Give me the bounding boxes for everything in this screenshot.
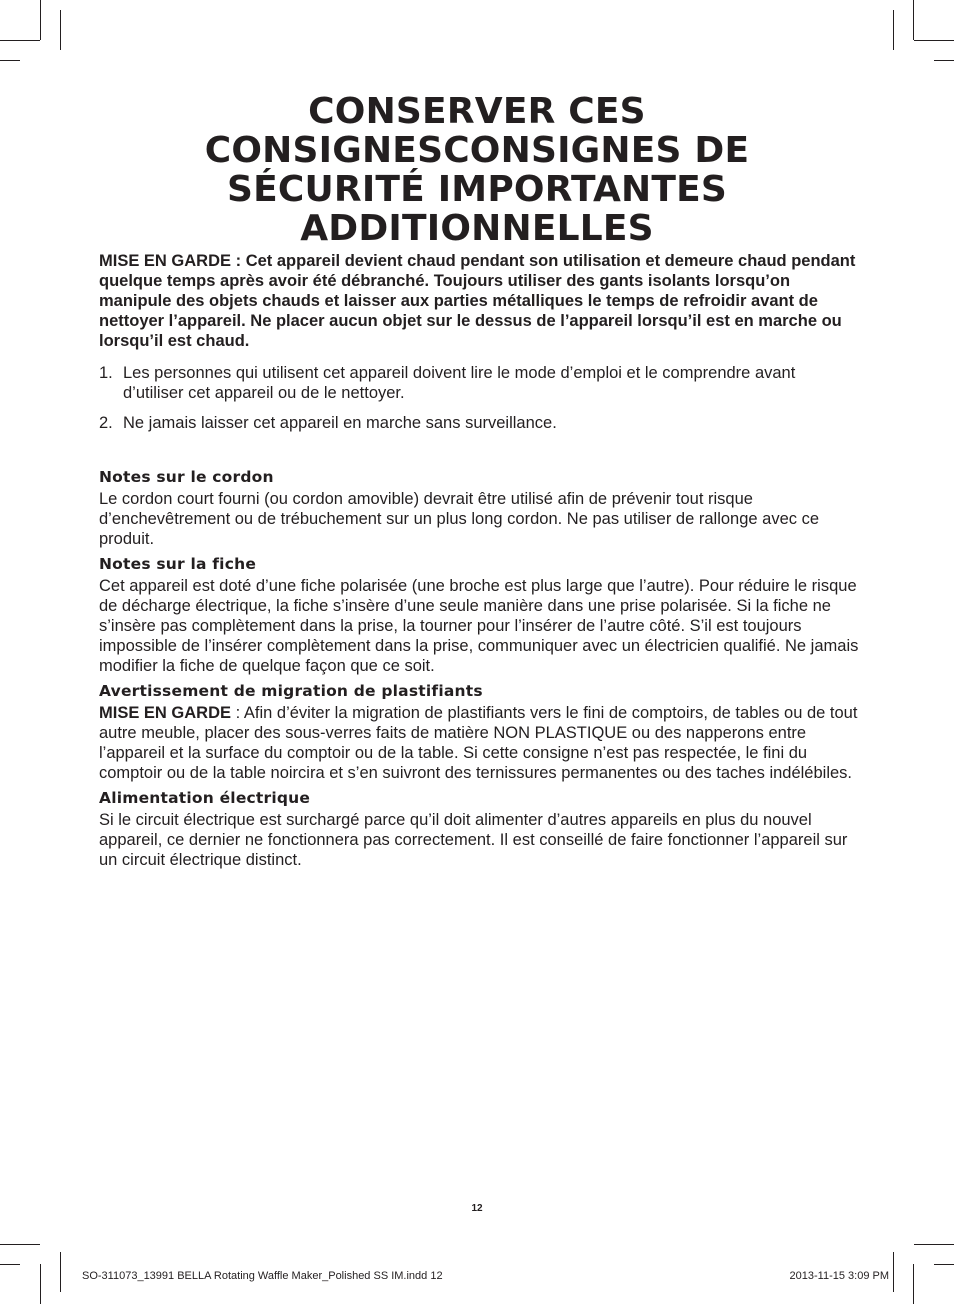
list-item-text: Ne jamais laisser cet appareil en marche sans surveillance. [123,414,557,432]
print-slug-date: 2013-11-15 3:09 PM [789,1270,889,1282]
list-item-text: Les personnes qui utilisent cet appareil doivent lire le mode d’emploi et le comprendre avant d’utiliser cet appareil ou de le nettoyer. [123,364,796,402]
crop-mark [0,1244,40,1245]
crop-mark [893,1252,894,1292]
crop-mark [934,60,954,61]
crop-mark [934,1264,954,1265]
section-title: Notes sur la fiche [99,555,257,573]
crop-mark [914,40,954,41]
title-line: CONSERVER CES [308,91,646,132]
crop-mark [0,40,40,41]
crop-mark [40,0,41,40]
section-body: Le cordon court fourni (ou cordon amovible) devrait être utilisé afin de prévenir tout risque d’enchevêtrement ou de trébuchement sur un plus long cordon. Ne pas utiliser de rallonge avec ce produit. [99,490,820,548]
section-title: Alimentation électrique [99,789,311,807]
page-number: 12 [471,1203,483,1214]
crop-mark [914,1244,954,1245]
title-line: SÉCURITÉ IMPORTANTES [226,169,728,210]
section-cord-notes [99,467,859,549]
crop-mark [60,1252,61,1292]
section-title: Avertissement de migration de plastifiants [99,682,483,700]
crop-mark [913,1264,914,1304]
section-plug-notes [99,554,859,676]
list-item-number: 1. [99,364,113,382]
list-item [99,413,859,433]
title-line: CONSIGNESCONSIGNES DE [204,130,750,171]
section-plasticizer-warning [99,681,859,783]
crop-mark [40,1264,41,1304]
section-body [99,703,859,783]
warning-label: MISE EN GARDE [99,704,232,722]
crop-mark [60,10,61,50]
document-body [99,251,859,870]
warning-label: MISE EN GARDE : [99,252,242,270]
crop-mark [0,1264,20,1265]
warning-text: Cet appareil devient chaud pendant son utilisation et demeure chaud pendant quelque temps après avoir été débranché. Toujours utiliser des gants isolants lorsqu’on manipule des objets chauds et laisser aux parties métalliques le temps de refroidir avant de nettoyer l’appareil. Ne placer aucun objet sur le dessus de l’appareil lorsqu’il est en marche ou lorsqu’il est chaud. [99,252,856,350]
list-item [99,363,859,403]
numbered-list [99,363,859,433]
title-line: ADDITIONNELLES [300,208,654,249]
warning-paragraph [99,251,859,351]
section-power-supply [99,788,859,870]
section-body: Cet appareil est doté d’une fiche polarisée (une broche est plus large que l’autre). Pour réduire le risque de décharge électrique, la fiche s’insère d’une seule manière dans une prise polarisée. Si la fiche ne s’insère pas complètement dans la prise, la tourner pour l’insérer de l’autre côté. S’il est toujours impossible de l’insérer complètement dans la prise, communiquer avec un électricien qualifié. Ne jamais modifier la fiche de quelque façon que ce soit. [99,577,859,675]
list-item-number: 2. [99,414,113,432]
crop-mark [893,10,894,50]
page-title [60,92,894,248]
section-body: Si le circuit électrique est surchargé parce qu’il doit alimenter d’autres appareils en plus du nouvel appareil, ce dernier ne fonctionnera pas correctement. Il est conseillé de faire fonctionner l’appareil sur un circuit électrique distinct. [99,811,848,869]
crop-mark [0,60,20,61]
crop-mark [913,0,914,40]
section-body-text: : Afin d’éviter la migration de plastifiants vers le fini de comptoirs, de tables ou de tout autre meuble, placer des sous-verres faits de matière NON PLASTIQUE ou des napperons entre l’appareil et la surface du comptoir ou de la table. Si cette consigne n’est pas respectée, le fini du comptoir ou de la table noircira et s’en suivront des ternissures permanentes ou des taches indélébiles. [99,704,858,782]
section-title: Notes sur le cordon [99,468,274,486]
print-slug-file: SO-311073_13991 BELLA Rotating Waffle Maker_Polished SS IM.indd 12 [82,1270,443,1282]
